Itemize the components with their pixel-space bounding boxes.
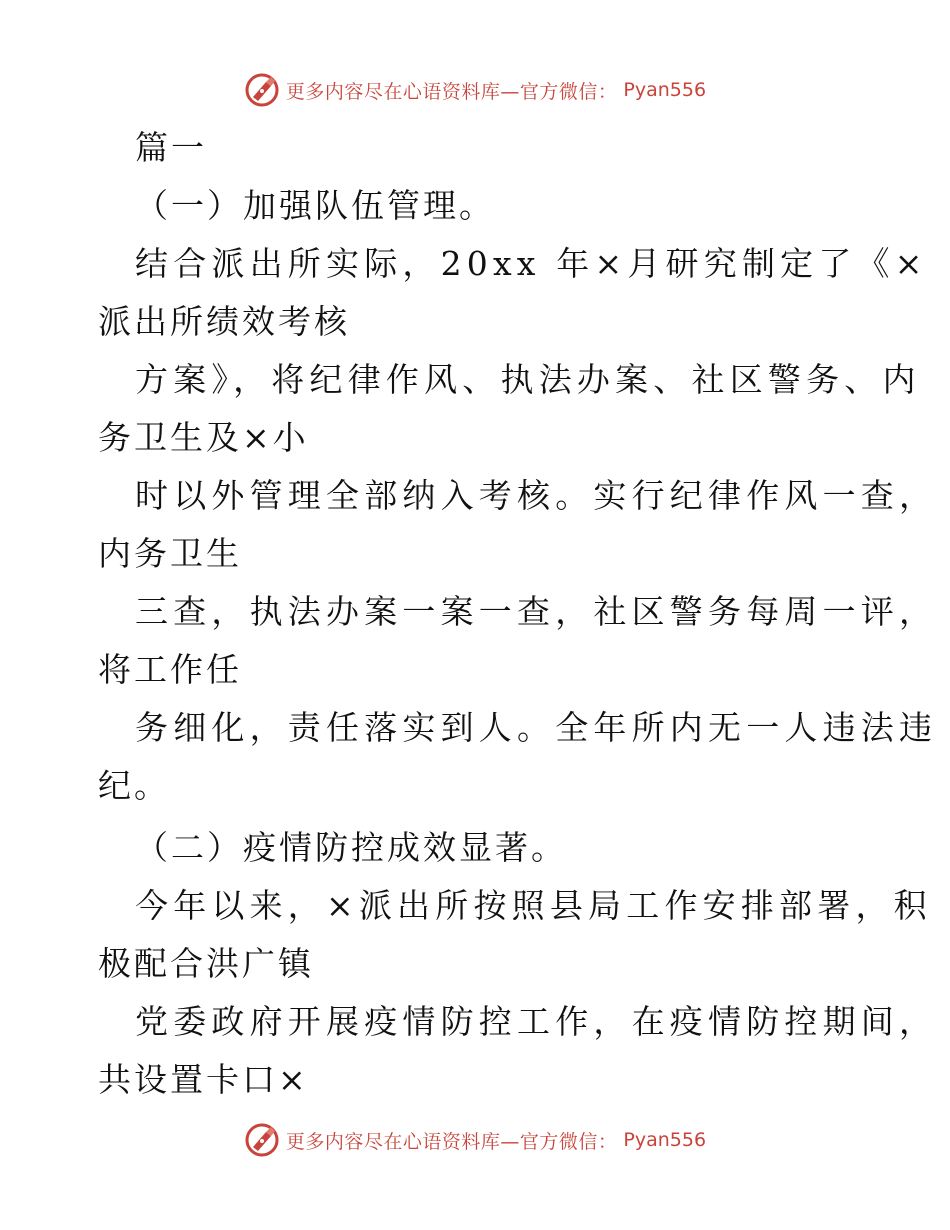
paragraph-line: 党委政府开展疫情防控工作，在疫情防控期间， xyxy=(135,1002,938,1041)
watermark-handle: Pyan556 xyxy=(623,1129,707,1151)
footer-watermark xyxy=(0,1120,950,1160)
watermark-text: 更多内容尽在心语资料库—官方微信： xyxy=(285,80,618,103)
watermark-handle: Pyan556 xyxy=(623,79,707,101)
paragraph-line: 今年以来，×派出所按照县局工作安排部署，积 xyxy=(135,886,932,925)
paragraph-line: 派出所绩效考核 xyxy=(98,302,350,341)
paragraph-line: 三查，执法办案一案一查，社区警务每周一评， xyxy=(135,592,938,631)
paragraph-line: 极配合洪广镇 xyxy=(98,944,314,983)
paragraph-line: 结合派出所实际，20xx 年×月研究制定了《× xyxy=(135,244,928,283)
paragraph-line: 务细化，责任落实到人。全年所内无一人违法违 xyxy=(135,708,938,747)
watermark-text: 更多内容尽在心语资料库—官方微信： xyxy=(285,1130,618,1153)
section-title: 篇一 xyxy=(135,128,207,167)
pen-nib-logo-icon xyxy=(244,72,280,108)
subheading-2: （二）疫情防控成效显著。 xyxy=(135,828,567,867)
paragraph-line: 务卫生及×小 xyxy=(98,418,309,457)
paragraph-line: 将工作任 xyxy=(98,650,242,689)
paragraph-line: 时以外管理全部纳入考核。实行纪律作风一查， xyxy=(135,476,938,515)
paragraph-line: 共设置卡口× xyxy=(98,1060,309,1099)
paragraph-line: 纪。 xyxy=(98,766,170,805)
header-watermark xyxy=(0,70,950,110)
paragraph-line: 内务卫生 xyxy=(98,534,242,573)
paragraph-line: 方案》，将纪律作风、执法办案、社区警务、内 xyxy=(135,360,921,399)
pen-nib-logo-icon xyxy=(244,1122,280,1158)
subheading-1: （一）加强队伍管理。 xyxy=(135,186,495,225)
